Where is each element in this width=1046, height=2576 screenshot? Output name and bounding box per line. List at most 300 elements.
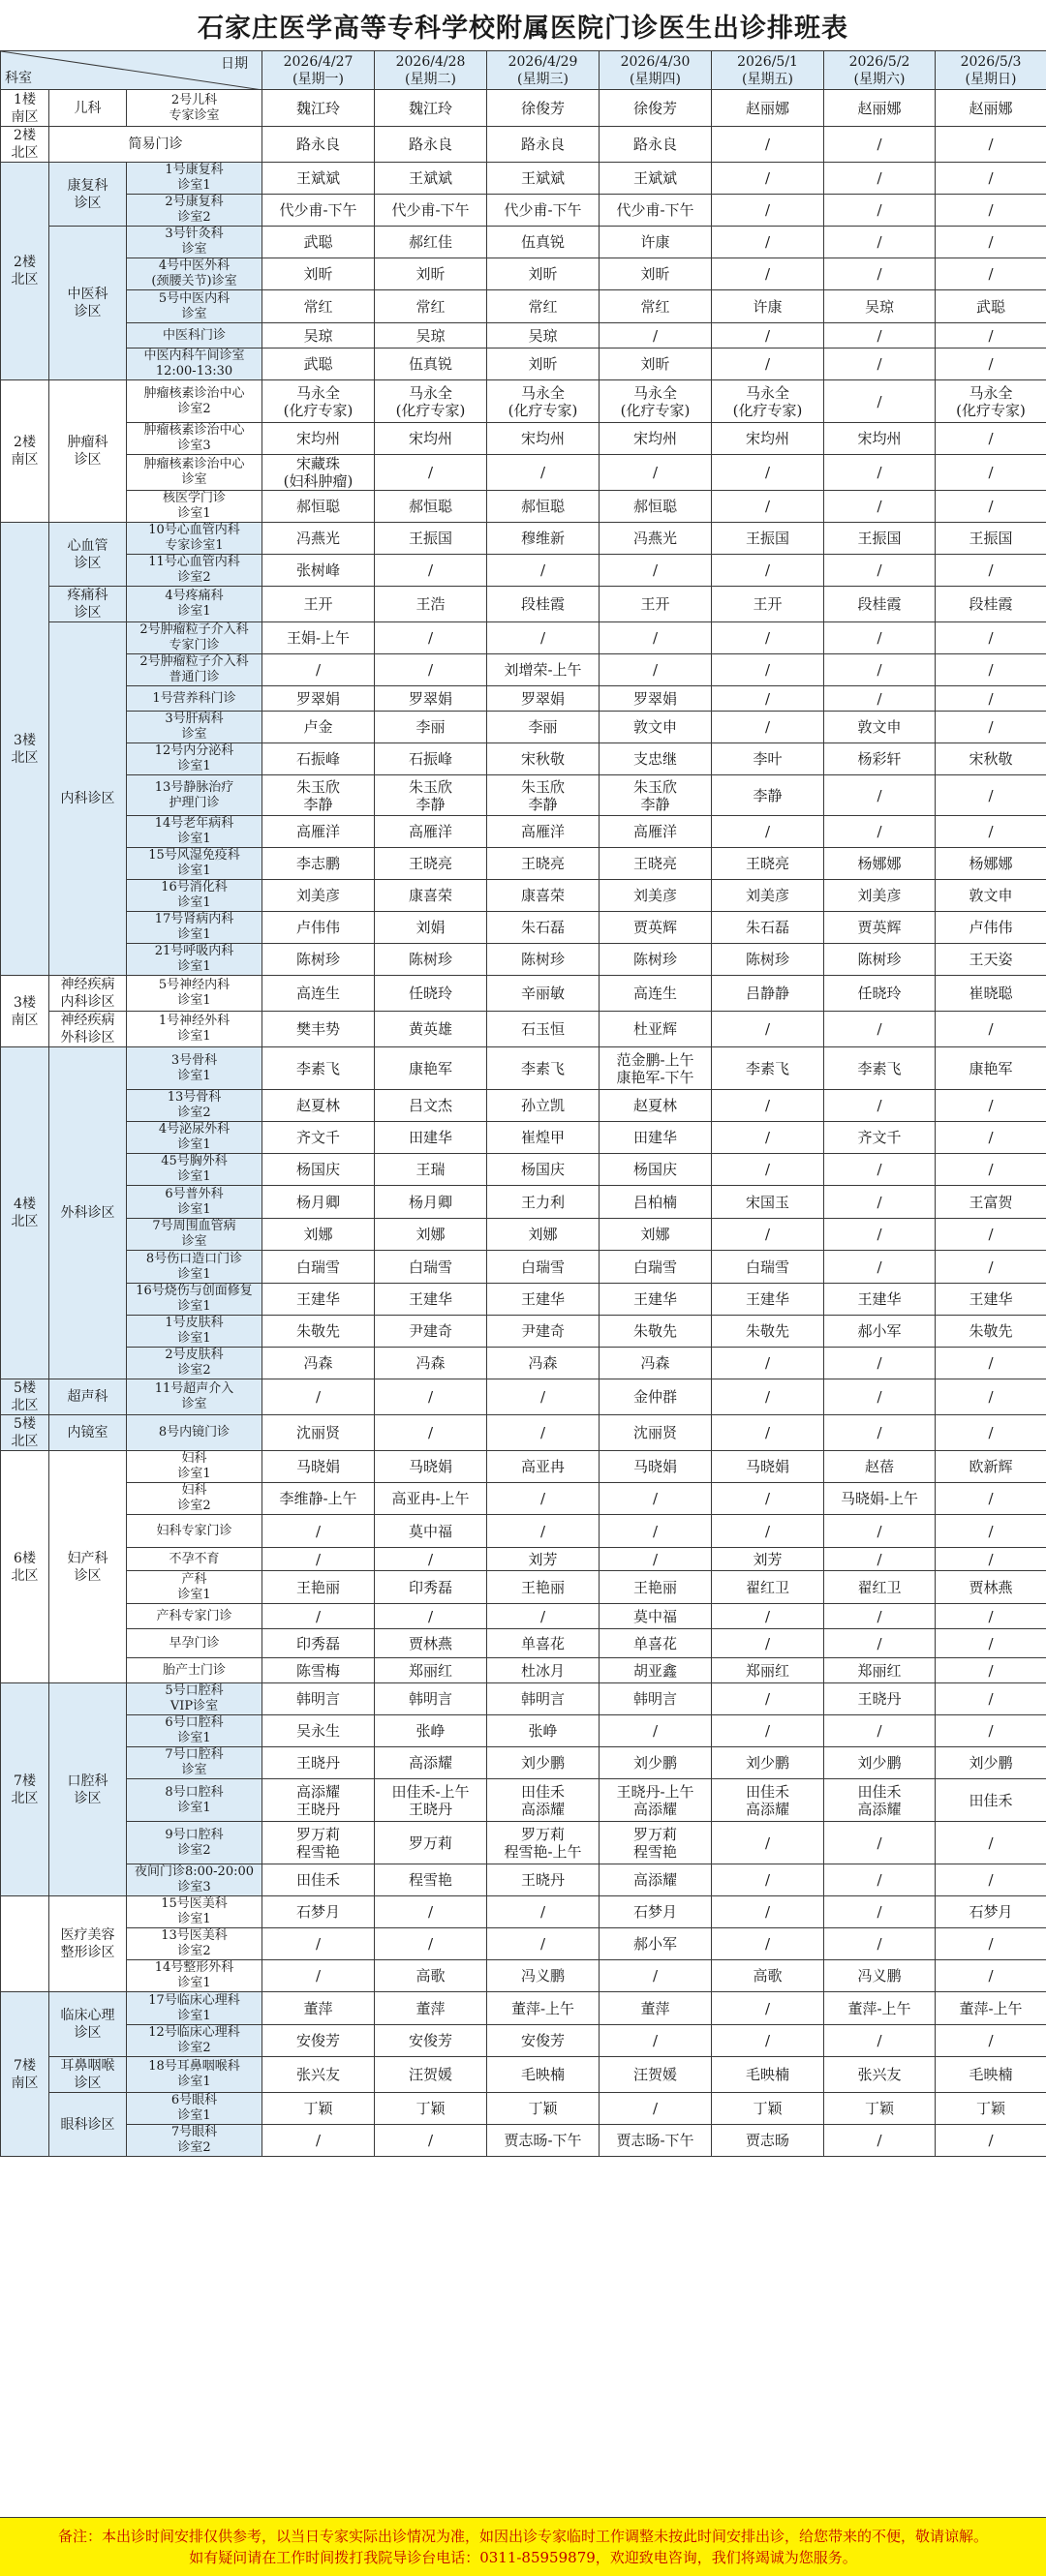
day-weekday: (星期日): [938, 71, 1044, 88]
doctor-cell: /: [712, 349, 824, 380]
schedule-row: [1, 90, 1046, 127]
doctor-cell: 贾志旸-下午: [600, 2125, 712, 2157]
doctor-cell: /: [936, 555, 1046, 587]
doctor-cell: 尹建奇: [487, 1316, 600, 1348]
doctor-cell: 田佳禾: [936, 1779, 1046, 1822]
doctor-cell: 卢伟伟: [936, 912, 1046, 944]
doctor-cell: 毛映楠: [487, 2057, 600, 2093]
doctor-cell: /: [936, 654, 1046, 686]
doctor-cell: /: [936, 227, 1046, 258]
day-header-2: [375, 51, 487, 90]
schedule-row: [1, 1747, 1046, 1779]
schedule-row: [1, 587, 1046, 622]
doctor-cell: /: [375, 2125, 487, 2157]
doctor-cell: /: [936, 1715, 1046, 1747]
doctor-cell: /: [487, 455, 600, 491]
schedule-row: [1, 195, 1046, 227]
doctor-cell: /: [712, 1012, 824, 1047]
doctor-cell: /: [712, 1928, 824, 1960]
doctor-cell: 武聪: [262, 227, 375, 258]
doctor-cell: 田建华: [600, 1122, 712, 1154]
clinic-cell: 1号营养科门诊: [127, 686, 262, 712]
doctor-cell: 刘少鹏: [824, 1747, 936, 1779]
doctor-cell: 常红: [375, 290, 487, 323]
doctor-cell: 高添耀: [375, 1747, 487, 1779]
doctor-cell: 张树峰: [262, 555, 375, 587]
doctor-cell: 王艳丽: [487, 1571, 600, 1604]
doctor-cell: /: [824, 816, 936, 848]
doctor-cell: 王建华: [487, 1284, 600, 1316]
schedule-row: [1, 555, 1046, 587]
doctor-cell: /: [936, 1251, 1046, 1284]
doctor-cell: 张峥: [487, 1715, 600, 1747]
doctor-cell: 杨月卿: [375, 1186, 487, 1219]
doctor-cell: 贾志旸: [712, 2125, 824, 2157]
doctor-cell: 常红: [262, 290, 375, 323]
doctor-cell: 高连生: [600, 976, 712, 1012]
doctor-cell: /: [375, 1896, 487, 1928]
doctor-cell: 汪贺媛: [375, 2057, 487, 2093]
doctor-cell: 李丽: [375, 712, 487, 743]
doctor-cell: 杨国庆: [262, 1154, 375, 1186]
doctor-cell: /: [824, 1154, 936, 1186]
day-weekday: (星期一): [264, 71, 372, 88]
doctor-cell: 王斌斌: [262, 163, 375, 195]
doctor-cell: /: [262, 1604, 375, 1629]
floor-cell: 2楼 北区: [1, 163, 49, 380]
doctor-cell: 尹建奇: [375, 1316, 487, 1348]
doctor-cell: 王建华: [375, 1284, 487, 1316]
doctor-cell: 田佳禾: [262, 1864, 375, 1896]
doctor-cell: 田佳禾 高添耀: [712, 1779, 824, 1822]
doctor-cell: 莫中福: [600, 1604, 712, 1629]
doctor-cell: /: [824, 1348, 936, 1379]
header-row: [1, 51, 1046, 90]
doctor-cell: /: [936, 491, 1046, 523]
doctor-cell: /: [936, 1090, 1046, 1122]
doctor-cell: /: [824, 555, 936, 587]
day-weekday: (星期三): [489, 71, 597, 88]
doctor-cell: 杨月卿: [262, 1186, 375, 1219]
doctor-cell: /: [262, 2125, 375, 2157]
doctor-cell: /: [375, 654, 487, 686]
day-weekday: (星期四): [601, 71, 709, 88]
doctor-cell: /: [712, 1864, 824, 1896]
doctor-cell: 高雁洋: [262, 816, 375, 848]
schedule-row: [1, 912, 1046, 944]
doctor-cell: 董萍-上午: [936, 1992, 1046, 2025]
doctor-cell: 刘芳: [487, 1548, 600, 1571]
schedule-row: [1, 1779, 1046, 1822]
schedule-row: [1, 380, 1046, 423]
schedule-row: [1, 1284, 1046, 1316]
doctor-cell: 马永全 (化疗专家): [600, 380, 712, 423]
doctor-cell: 罗翠娟: [375, 686, 487, 712]
doctor-cell: 郝恒聪: [600, 491, 712, 523]
doctor-cell: 李素飞: [712, 1047, 824, 1090]
doctor-cell: 刘少鹏: [600, 1747, 712, 1779]
doctor-cell: 董萍: [375, 1992, 487, 2025]
doctor-cell: /: [936, 2125, 1046, 2157]
schedule-row: [1, 1928, 1046, 1960]
clinic-cell: 7号口腔科 诊室: [127, 1747, 262, 1779]
doctor-cell: /: [936, 1822, 1046, 1864]
doctor-cell: 马永全 (化疗专家): [375, 380, 487, 423]
doctor-cell: 陈树珍: [487, 944, 600, 976]
clinic-cell: 5号口腔科 VIP诊室: [127, 1683, 262, 1715]
schedule-row: [1, 349, 1046, 380]
clinic-cell: 15号医美科 诊室1: [127, 1896, 262, 1928]
doctor-cell: 樊丰势: [262, 1012, 375, 1047]
doctor-cell: 刘少鹏: [936, 1747, 1046, 1779]
doctor-cell: 敦文申: [600, 712, 712, 743]
doctor-cell: 田佳禾 高添耀: [824, 1779, 936, 1822]
doctor-cell: 翟红卫: [712, 1571, 824, 1604]
area-cell: 简易门诊: [49, 127, 262, 163]
doctor-cell: 王晓丹-上午 高添耀: [600, 1779, 712, 1822]
clinic-cell: 11号超声介入 诊室: [127, 1379, 262, 1415]
doctor-cell: /: [487, 555, 600, 587]
doctor-cell: 代少甫-下午: [487, 195, 600, 227]
clinic-cell: 肿瘤核素诊治中心 诊室2: [127, 380, 262, 423]
doctor-cell: 李丽: [487, 712, 600, 743]
doctor-cell: 陈树珍: [600, 944, 712, 976]
doctor-cell: 高雁洋: [487, 816, 600, 848]
doctor-cell: /: [936, 686, 1046, 712]
doctor-cell: 王建华: [712, 1284, 824, 1316]
clinic-cell: 12号内分泌科 诊室1: [127, 743, 262, 775]
area-cell: 内镜室: [49, 1415, 127, 1451]
schedule-row: [1, 976, 1046, 1012]
schedule-row: [1, 423, 1046, 455]
doctor-cell: 贾林燕: [936, 1571, 1046, 1604]
schedule-row: [1, 654, 1046, 686]
schedule-row: [1, 127, 1046, 163]
area-cell: 超声科: [49, 1379, 127, 1415]
doctor-cell: 吴琼: [487, 323, 600, 349]
clinic-cell: 8号伤口造口门诊 诊室1: [127, 1251, 262, 1284]
doctor-cell: 王晓丹: [487, 1864, 600, 1896]
doctor-cell: 赵蓓: [824, 1451, 936, 1483]
doctor-cell: 石玉恒: [487, 1012, 600, 1047]
doctor-cell: 冯燕光: [262, 523, 375, 555]
doctor-cell: 王建华: [600, 1284, 712, 1316]
area-cell: 妇产科 诊区: [49, 1451, 127, 1683]
clinic-cell: 4号疼痛科 诊室1: [127, 587, 262, 622]
doctor-cell: 宋秋敬: [936, 743, 1046, 775]
doctor-cell: /: [712, 323, 824, 349]
doctor-cell: /: [936, 1683, 1046, 1715]
doctor-cell: /: [712, 2025, 824, 2057]
doctor-cell: 宋国玉: [712, 1186, 824, 1219]
doctor-cell: /: [824, 1864, 936, 1896]
doctor-cell: /: [262, 654, 375, 686]
area-cell: 疼痛科 诊区: [49, 587, 127, 622]
doctor-cell: 路永良: [375, 127, 487, 163]
doctor-cell: 卢金: [262, 712, 375, 743]
doctor-cell: 刘昕: [375, 258, 487, 290]
doctor-cell: 路永良: [487, 127, 600, 163]
doctor-cell: 崔煌甲: [487, 1122, 600, 1154]
doctor-cell: 罗翠娟: [600, 686, 712, 712]
area-cell: 中医科 诊区: [49, 227, 127, 380]
doctor-cell: 王振国: [712, 523, 824, 555]
schedule-row: [1, 1604, 1046, 1629]
doctor-cell: /: [824, 195, 936, 227]
clinic-cell: 2号肿瘤粒子介入科 专家门诊: [127, 622, 262, 654]
doctor-cell: 马永全 (化疗专家): [936, 380, 1046, 423]
doctor-cell: 石梦月: [936, 1896, 1046, 1928]
doctor-cell: /: [712, 163, 824, 195]
doctor-cell: /: [936, 1219, 1046, 1251]
doctor-cell: 李素飞: [487, 1047, 600, 1090]
area-cell: 心血管 诊区: [49, 523, 127, 587]
doctor-cell: 康喜荣: [487, 880, 600, 912]
doctor-cell: 刘昕: [262, 258, 375, 290]
doctor-cell: 高雁洋: [600, 816, 712, 848]
doctor-cell: 王晓丹: [824, 1683, 936, 1715]
clinic-cell: 肿瘤核素诊治中心 诊室3: [127, 423, 262, 455]
doctor-cell: /: [600, 622, 712, 654]
doctor-cell: 郝红佳: [375, 227, 487, 258]
area-cell: 神经疾病 内科诊区: [49, 976, 127, 1012]
schedule-row: [1, 1122, 1046, 1154]
clinic-cell: 4号泌尿外科 诊室1: [127, 1122, 262, 1154]
area-cell: 眼科诊区: [49, 2093, 127, 2157]
doctor-cell: /: [712, 1683, 824, 1715]
doctor-cell: /: [936, 1348, 1046, 1379]
schedule-row: [1, 2093, 1046, 2125]
doctor-cell: 白瑞雪: [712, 1251, 824, 1284]
corner-header-cell: [1, 51, 262, 90]
day-date: 2026/4/27: [264, 53, 372, 71]
doctor-cell: 丁颖: [712, 2093, 824, 2125]
doctor-cell: 齐文千: [824, 1122, 936, 1154]
doctor-cell: 马永全 (化疗专家): [712, 380, 824, 423]
doctor-cell: /: [936, 2025, 1046, 2057]
day-header-6: [824, 51, 936, 90]
doctor-cell: 代少甫-下午: [600, 195, 712, 227]
schedule-row: [1, 523, 1046, 555]
doctor-cell: 高亚冉: [487, 1451, 600, 1483]
doctor-cell: /: [712, 555, 824, 587]
doctor-cell: 白瑞雪: [262, 1251, 375, 1284]
doctor-cell: 罗翠娟: [487, 686, 600, 712]
clinic-cell: 12号临床心理科 诊室2: [127, 2025, 262, 2057]
doctor-cell: 王晓亮: [375, 848, 487, 880]
schedule-row: [1, 1864, 1046, 1896]
doctor-cell: 郝恒聪: [262, 491, 375, 523]
doctor-cell: 武聪: [262, 349, 375, 380]
clinic-cell: 中医科门诊: [127, 323, 262, 349]
clinic-cell: 8号内镜门诊: [127, 1415, 262, 1451]
floor-cell: [1, 1896, 49, 1992]
clinic-cell: 14号整形外科 诊室1: [127, 1960, 262, 1992]
doctor-cell: /: [487, 1483, 600, 1515]
doctor-cell: 赵丽娜: [936, 90, 1046, 127]
doctor-cell: 丁颖: [824, 2093, 936, 2125]
doctor-cell: /: [600, 2093, 712, 2125]
doctor-cell: 李叶: [712, 743, 824, 775]
doctor-cell: 李素飞: [824, 1047, 936, 1090]
doctor-cell: /: [936, 1658, 1046, 1683]
doctor-cell: /: [824, 491, 936, 523]
schedule-row: [1, 1629, 1046, 1658]
doctor-cell: 印秀磊: [375, 1571, 487, 1604]
day-date: 2026/4/28: [377, 53, 484, 71]
doctor-cell: 王瑞: [375, 1154, 487, 1186]
doctor-cell: 孙立凯: [487, 1090, 600, 1122]
doctor-cell: /: [936, 163, 1046, 195]
doctor-cell: 支忠继: [600, 743, 712, 775]
doctor-cell: 罗万莉 程雪艳-上午: [487, 1822, 600, 1864]
doctor-cell: 李维静-上午: [262, 1483, 375, 1515]
doctor-cell: /: [824, 1604, 936, 1629]
floor-cell: 2楼 北区: [1, 127, 49, 163]
doctor-cell: 罗翠娟: [262, 686, 375, 712]
doctor-cell: 欧新辉: [936, 1451, 1046, 1483]
floor-cell: 5楼 北区: [1, 1379, 49, 1415]
area-cell: 医疗美容 整形诊区: [49, 1896, 127, 1992]
doctor-cell: 高歌: [375, 1960, 487, 1992]
doctor-cell: 辛丽敏: [487, 976, 600, 1012]
doctor-cell: 马永全 (化疗专家): [262, 380, 375, 423]
doctor-cell: /: [712, 1379, 824, 1415]
doctor-cell: 赵丽娜: [824, 90, 936, 127]
clinic-cell: 1号皮肤科 诊室1: [127, 1316, 262, 1348]
doctor-cell: 高添耀 王晓丹: [262, 1779, 375, 1822]
schedule-row: [1, 1316, 1046, 1348]
doctor-cell: /: [600, 323, 712, 349]
doctor-cell: /: [600, 1483, 712, 1515]
doctor-cell: 王晓亮: [487, 848, 600, 880]
schedule-row: [1, 1822, 1046, 1864]
doctor-cell: 王斌斌: [487, 163, 600, 195]
doctor-cell: /: [712, 258, 824, 290]
doctor-cell: 韩明言: [600, 1683, 712, 1715]
doctor-cell: 穆维新: [487, 523, 600, 555]
doctor-cell: /: [375, 455, 487, 491]
doctor-cell: /: [936, 1928, 1046, 1960]
doctor-cell: 王开: [600, 587, 712, 622]
day-header-1: [262, 51, 375, 90]
schedule-row: [1, 1451, 1046, 1483]
schedule-row: [1, 2057, 1046, 2093]
doctor-cell: 安俊芳: [487, 2025, 600, 2057]
doctor-cell: 王力利: [487, 1186, 600, 1219]
schedule-row: [1, 1047, 1046, 1090]
doctor-cell: 王斌斌: [375, 163, 487, 195]
doctor-cell: 王晓亮: [600, 848, 712, 880]
floor-cell: 1楼 南区: [1, 90, 49, 127]
doctor-cell: 冯森: [375, 1348, 487, 1379]
doctor-cell: /: [936, 1864, 1046, 1896]
doctor-cell: 印秀磊: [262, 1629, 375, 1658]
doctor-cell: /: [936, 1548, 1046, 1571]
area-cell: 口腔科 诊区: [49, 1683, 127, 1896]
doctor-cell: /: [824, 323, 936, 349]
doctor-cell: 冯燕光: [600, 523, 712, 555]
doctor-cell: /: [824, 1822, 936, 1864]
doctor-cell: 罗万莉 程雪艳: [600, 1822, 712, 1864]
doctor-cell: 杜亚辉: [600, 1012, 712, 1047]
doctor-cell: /: [936, 775, 1046, 816]
doctor-cell: /: [712, 1415, 824, 1451]
clinic-cell: 5号神经内科 诊室1: [127, 976, 262, 1012]
doctor-cell: 高添耀: [600, 1864, 712, 1896]
doctor-cell: /: [262, 1515, 375, 1548]
doctor-cell: /: [936, 127, 1046, 163]
floor-cell: 4楼 北区: [1, 1047, 49, 1379]
doctor-cell: /: [936, 1154, 1046, 1186]
schedule-table: [0, 50, 1046, 2157]
doctor-cell: 王建华: [936, 1284, 1046, 1316]
doctor-cell: 李素飞: [262, 1047, 375, 1090]
doctor-cell: /: [936, 258, 1046, 290]
schedule-row: [1, 1715, 1046, 1747]
doctor-cell: 沈丽贤: [262, 1415, 375, 1451]
doctor-cell: /: [712, 127, 824, 163]
doctor-cell: 马晓娟: [712, 1451, 824, 1483]
doctor-cell: 武聪: [936, 290, 1046, 323]
clinic-cell: 6号眼科 诊室1: [127, 2093, 262, 2125]
doctor-cell: /: [600, 1715, 712, 1747]
doctor-cell: 石梦月: [600, 1896, 712, 1928]
doctor-cell: 丁颖: [936, 2093, 1046, 2125]
doctor-cell: /: [712, 1896, 824, 1928]
doctor-cell: 王艳丽: [600, 1571, 712, 1604]
clinic-cell: 核医学门诊 诊室1: [127, 491, 262, 523]
doctor-cell: 高雁洋: [375, 816, 487, 848]
schedule-row: [1, 323, 1046, 349]
doctor-cell: 伍真锐: [375, 349, 487, 380]
schedule-row: [1, 1683, 1046, 1715]
area-cell: 耳鼻咽喉 诊区: [49, 2057, 127, 2093]
doctor-cell: /: [936, 195, 1046, 227]
doctor-cell: 韩明言: [262, 1683, 375, 1715]
doctor-cell: 李志鹏: [262, 848, 375, 880]
doctor-cell: 丁颖: [375, 2093, 487, 2125]
clinic-cell: 15号风湿免疫科 诊室1: [127, 848, 262, 880]
doctor-cell: 刘娟: [375, 912, 487, 944]
doctor-cell: 王建华: [824, 1284, 936, 1316]
doctor-cell: /: [712, 1715, 824, 1747]
doctor-cell: 郝小军: [824, 1316, 936, 1348]
schedule-row: [1, 1483, 1046, 1515]
doctor-cell: 吕柏楠: [600, 1186, 712, 1219]
doctor-cell: 罗万莉: [375, 1822, 487, 1864]
doctor-cell: 汪贺媛: [600, 2057, 712, 2093]
doctor-cell: 罗万莉 程雪艳: [262, 1822, 375, 1864]
doctor-cell: /: [824, 1090, 936, 1122]
doctor-cell: 张峥: [375, 1715, 487, 1747]
doctor-cell: 贾英辉: [824, 912, 936, 944]
day-date: 2026/5/1: [714, 53, 821, 71]
doctor-cell: /: [824, 1186, 936, 1219]
schedule-row: [1, 1154, 1046, 1186]
doctor-cell: /: [936, 1012, 1046, 1047]
doctor-cell: 冯义鹏: [487, 1960, 600, 1992]
doctor-cell: /: [487, 1896, 600, 1928]
doctor-cell: 朱玉欣 李静: [600, 775, 712, 816]
doctor-cell: /: [487, 1604, 600, 1629]
doctor-cell: /: [936, 349, 1046, 380]
doctor-cell: 王振国: [824, 523, 936, 555]
doctor-cell: /: [712, 1219, 824, 1251]
doctor-cell: 丁颖: [262, 2093, 375, 2125]
doctor-cell: /: [375, 555, 487, 587]
doctor-cell: /: [712, 1090, 824, 1122]
